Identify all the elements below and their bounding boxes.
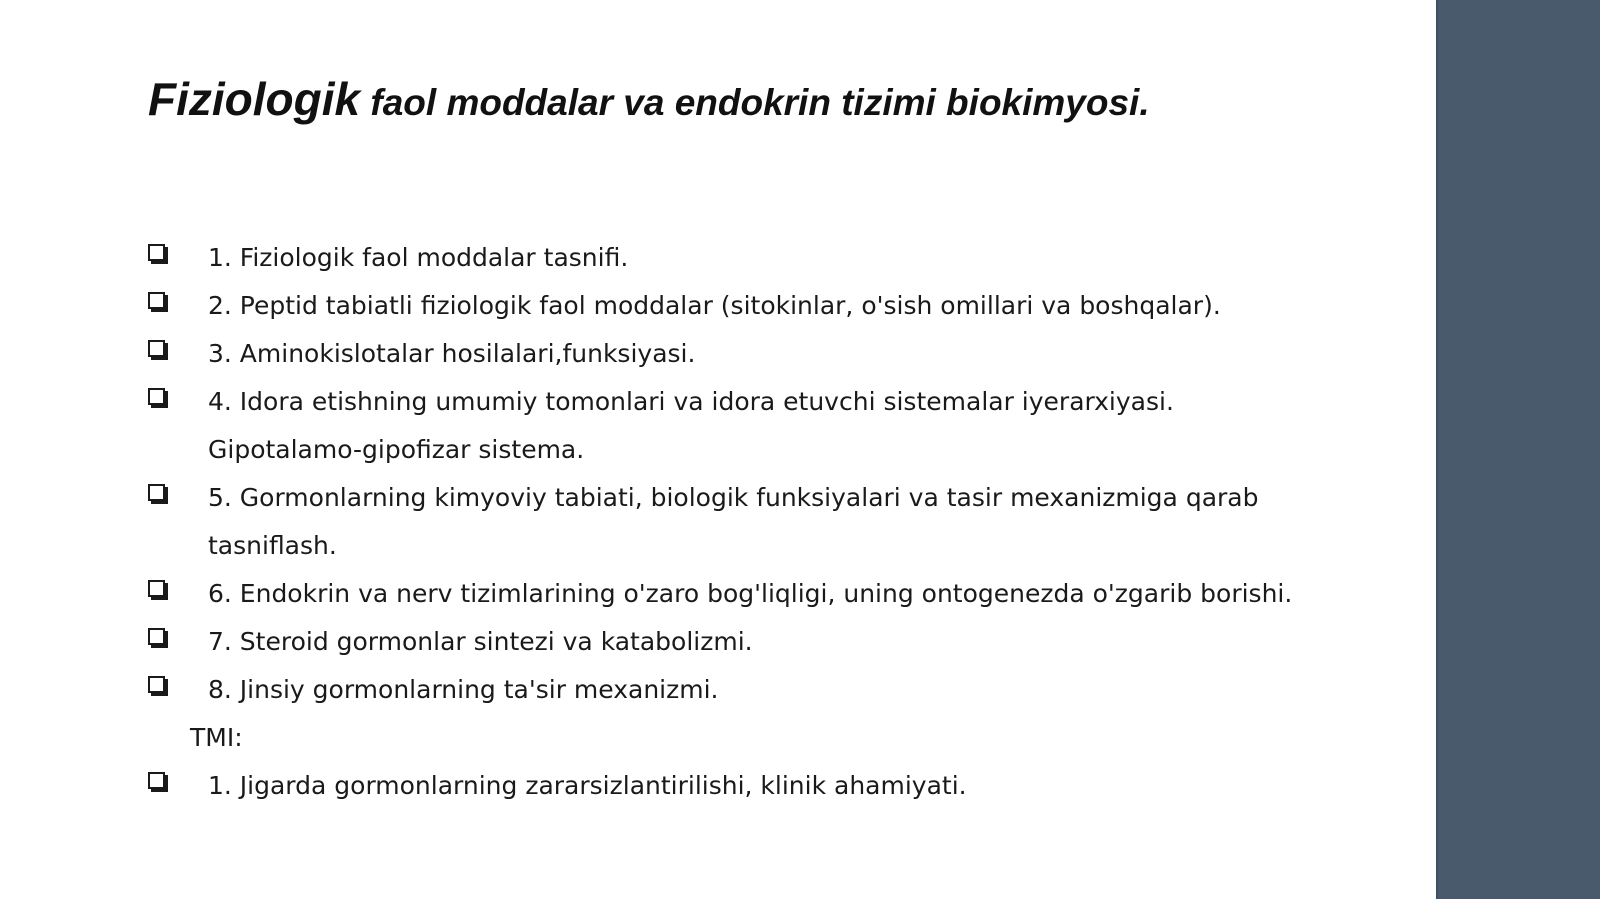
- list-item: [148, 666, 1298, 714]
- slide-title-lead: Fiziologik: [148, 73, 361, 125]
- list-item: [148, 618, 1298, 666]
- list-item: [148, 330, 1298, 378]
- square-bullet-icon: [148, 676, 165, 693]
- list-item-text: 2. Peptid tabiatli fiziologik faol moddalar (sitokinlar, o'sish omillari va boshqalar).: [208, 291, 1221, 320]
- side-panel: [1438, 0, 1600, 899]
- slide-title: [148, 73, 1150, 125]
- list-item-text: 6. Endokrin va nerv tizimlarining o'zaro bog'liqligi, uning ontogenezda o'zgarib borishi.: [208, 579, 1293, 608]
- list-item: [148, 234, 1298, 282]
- list-item-text: 7. Steroid gormonlar sintezi va katabolizmi.: [208, 627, 753, 656]
- list-item: [148, 474, 1298, 570]
- list-item-text: 3. Aminokislotalar hosilalari,funksiyasi.: [208, 339, 696, 368]
- list-item: [148, 282, 1298, 330]
- list-item: [148, 570, 1298, 618]
- list-item-text: 1. Fiziologik faol moddalar tasnifi.: [208, 243, 629, 272]
- square-bullet-icon: [148, 388, 165, 405]
- square-bullet-icon: [148, 340, 165, 357]
- tmi-heading-row: [148, 714, 1298, 762]
- square-bullet-icon: [148, 580, 165, 597]
- square-bullet-icon: [148, 484, 165, 501]
- list-item-text-continued: tasniflash.: [208, 531, 337, 560]
- list-item-text: 1. Jigarda gormonlarning zararsizlantirilishi, klinik ahamiyati.: [208, 771, 967, 800]
- slide-title-rest: faol moddalar va endokrin tizimi biokimyosi.: [360, 82, 1150, 123]
- list-item-text-continued: Gipotalamo-gipofizar sistema.: [208, 435, 585, 464]
- list-item: [148, 762, 1298, 810]
- tmi-label: TMI:: [190, 723, 243, 752]
- square-bullet-icon: [148, 772, 165, 789]
- list-item-text: 5. Gormonlarning kimyoviy tabiati, biologik funksiyalari va tasir mexanizmiga qarab: [208, 483, 1259, 512]
- square-bullet-icon: [148, 292, 165, 309]
- list-item-text: 8. Jinsiy gormonlarning ta'sir mexanizmi.: [208, 675, 719, 704]
- square-bullet-icon: [148, 244, 165, 261]
- square-bullet-icon: [148, 628, 165, 645]
- list-item-text: 4. Idora etishning umumiy tomonlari va idora etuvchi sistemalar iyerarxiyasi.: [208, 387, 1174, 416]
- bullet-list: [148, 234, 1298, 810]
- list-item: [148, 378, 1298, 474]
